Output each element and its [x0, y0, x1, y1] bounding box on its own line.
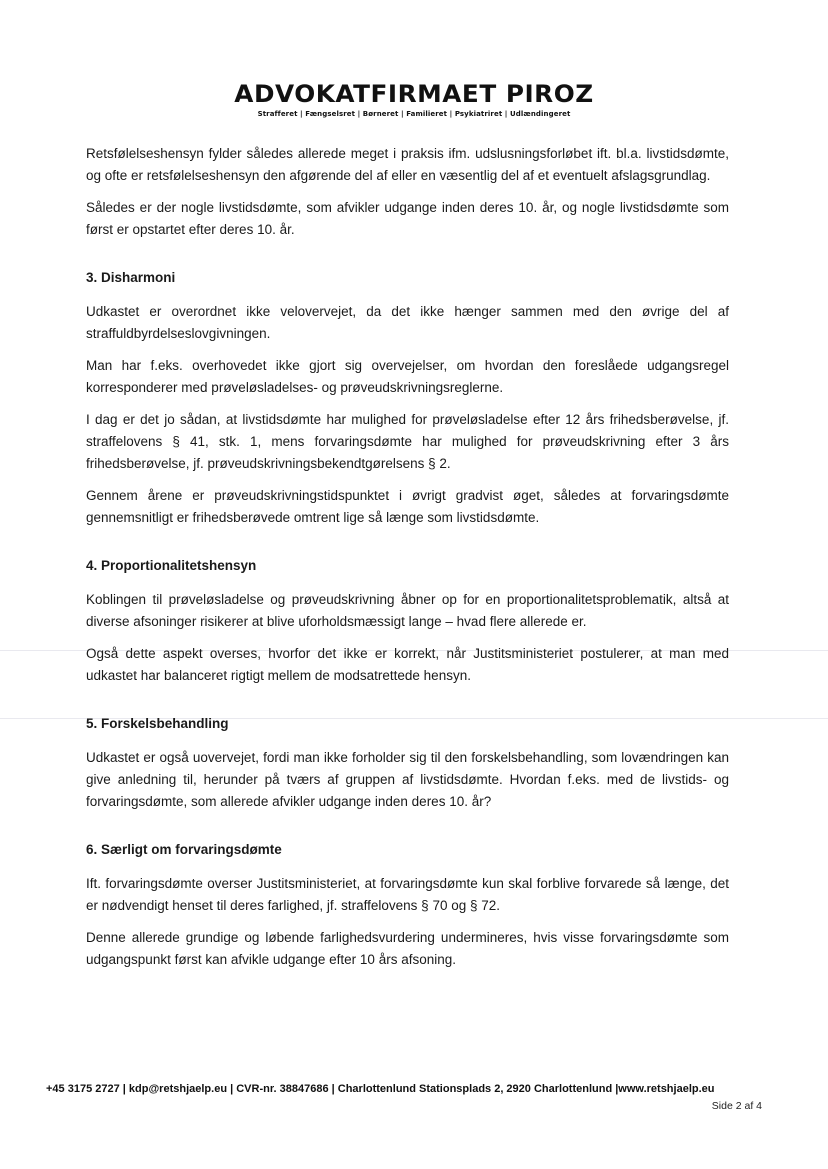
body-paragraph: Koblingen til prøveløsladelse og prøveudskrivning åbner op for en proportionalitetsproblematik, altså at diverse afsoninger risikerer at blive uforholdsmæssigt lange – hvad flere allerede er. [86, 592, 729, 629]
section-heading: 4. Proportionalitetshensyn [86, 558, 257, 573]
body-paragraph: Retsfølelseshensyn fylder således allerede meget i praksis ifm. udslusningsforløbet ift. bl.a. livstidsdømte, og ofte er retsfølelseshensyn den afgørende del af eller en væsentlig del af et eventuelt afslagsgrundlag. [86, 146, 729, 183]
body-paragraph: Gennem årene er prøveudskrivningstidspunktet i øvrigt gradvist øget, således at forvaringsdømte gennemsnitligt er frihedsberøvede omtrent lige så længe som livstidsdømte. [86, 488, 729, 525]
letterhead [0, 80, 828, 118]
practice-areas: Strafferet | Fængselsret | Børneret | Familieret | Psykiatriret | Udlændingeret [257, 110, 571, 118]
page-number: Side 2 af 4 [711, 1100, 762, 1112]
footer-contact-line: +45 3175 2727 | kdp@retshjaelp.eu | CVR-nr. 38847686 | Charlottenlund Stationsplads 2, 2920 Charlottenlund |www.retshjaelp.eu [46, 1083, 715, 1095]
body-paragraph: Man har f.eks. overhovedet ikke gjort sig overvejelser, om hvordan den foreslåede udgangsregel korresponderer med prøveløsladelses- og prøveudskrivningsreglerne. [86, 358, 729, 395]
body-paragraph: Ift. forvaringsdømte overser Justitsministeriet, at forvaringsdømte kun skal forblive forvarede så længe, det er nødvendigt henset til deres farlighed, jf. straffelovens § 70 og § 72. [86, 876, 729, 913]
body-paragraph: Udkastet er overordnet ikke velovervejet, da det ikke hænger sammen med den øvrige del af straffuldbyrdelseslovgivningen. [86, 304, 729, 341]
body-paragraph: Således er der nogle livstidsdømte, som afvikler udgange inden deres 10. år, og nogle livstidsdømte som først er opstartet efter deres 10. år. [86, 200, 729, 237]
section-heading: 6. Særligt om forvaringsdømte [86, 842, 282, 857]
firm-name: ADVOKATFIRMAET PIROZ [234, 80, 594, 108]
body-paragraph: Udkastet er også uovervejet, fordi man ikke forholder sig til den forskelsbehandling, som lovændringen kan give anledning til, herunder på tværs af gruppen af livstidsdømte. Hvordan f.eks. med de livstids- og forvaringsdømte, som allerede afvikler udgange inden deres 10. år? [86, 750, 729, 809]
body-paragraph: Denne allerede grundige og løbende farlighedsvurdering undermineres, hvis visse forvaringsdømte som udgangspunkt først kan afvikle udgange efter 10 års afsoning. [86, 930, 729, 967]
document-body [86, 143, 729, 971]
body-paragraph: Også dette aspekt overses, hvorfor det ikke er korrekt, når Justitsministeriet postulerer, at man med udkastet har balanceret rigtigt mellem de modsatrettede hensyn. [86, 646, 729, 683]
section-heading: 5. Forskelsbehandling [86, 716, 229, 731]
body-paragraph: I dag er det jo sådan, at livstidsdømte har mulighed for prøveløsladelse efter 12 års frihedsberøvelse, jf. straffelovens § 41, stk. 1, mens forvaringsdømte har mulighed for prøveudskrivning efter 3 års frihedsberøvelse, jf. prøveudskrivningsbekendtgørelsens § 2. [86, 412, 729, 471]
section-heading: 3. Disharmoni [86, 270, 176, 285]
